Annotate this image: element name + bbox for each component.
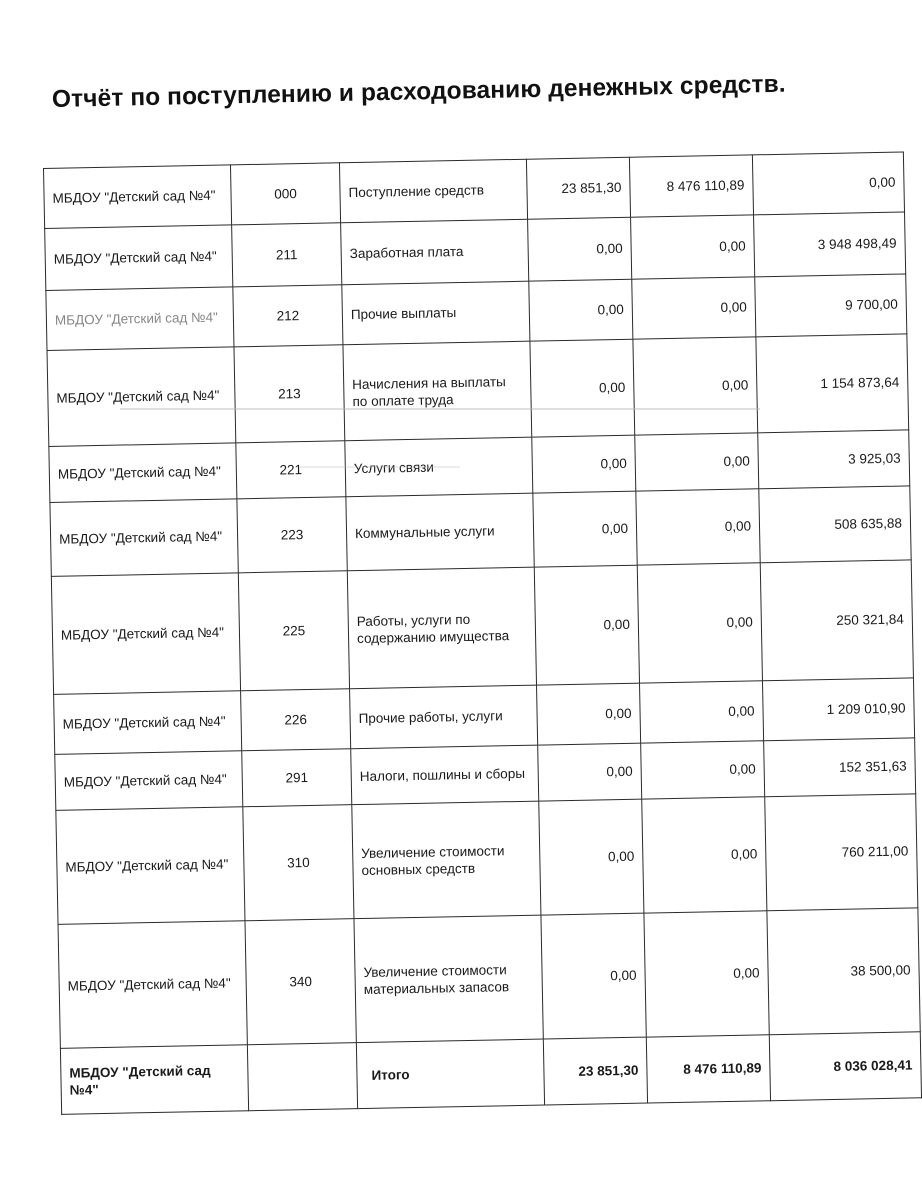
amount-cell-1: 0,00 (530, 339, 635, 437)
code-cell: 223 (237, 497, 347, 573)
code-cell: 225 (238, 571, 349, 691)
amount-cell-3: 3 925,03 (758, 430, 910, 489)
item-cell: Налоги, пошлины и сборы (351, 745, 539, 805)
org-cell: МБДОУ "Детский сад №4" (51, 573, 240, 695)
item-cell: Услуги связи (345, 437, 533, 497)
code-cell: 211 (232, 223, 342, 287)
amount-cell-3: 0,00 (752, 152, 904, 215)
amount-cell-2: 0,00 (642, 797, 767, 913)
table-row (47, 334, 909, 446)
amount-cell-2: 0,00 (637, 563, 762, 683)
amount-cell-1: 0,00 (539, 799, 644, 915)
item-cell: Работы, услуги по содержанию имущества (347, 567, 536, 689)
code-cell (247, 1043, 357, 1111)
amount-cell-1: 0,00 (541, 913, 646, 1039)
code-cell: 291 (242, 749, 352, 807)
item-cell: Увеличение стоимости материальных запасов (354, 915, 543, 1043)
total-amount-2: 8 476 110,89 (646, 1035, 770, 1103)
report-sheet (43, 151, 922, 1114)
amount-cell-3: 9 700,00 (755, 274, 907, 337)
org-cell: МБДОУ "Детский сад №4" (60, 1045, 248, 1115)
item-cell: Прочие выплаты (342, 281, 530, 345)
total-label: Итого (356, 1039, 544, 1109)
org-cell: МБДОУ "Детский сад №4" (45, 225, 233, 291)
amount-cell-2: 0,00 (636, 489, 760, 565)
amount-cell-3: 38 500,00 (767, 908, 920, 1035)
code-cell: 340 (245, 919, 356, 1045)
amount-cell-2: 8 476 110,89 (629, 155, 753, 217)
table-row (51, 560, 913, 694)
amount-cell-3: 250 321,84 (760, 560, 913, 681)
amount-cell-1: 0,00 (537, 683, 641, 745)
org-cell: МБДОУ "Детский сад №4" (46, 287, 234, 351)
amount-cell-3: 508 635,88 (759, 486, 911, 563)
scan-noise (120, 408, 760, 410)
amount-cell-2: 0,00 (632, 277, 756, 339)
code-cell: 221 (236, 441, 346, 499)
org-cell: МБДОУ "Детский сад №4" (55, 751, 243, 811)
code-cell: 000 (230, 163, 340, 225)
amount-cell-1: 0,00 (534, 565, 639, 685)
item-cell: Увеличение стоимости основных средств (352, 801, 541, 919)
amount-cell-1: 0,00 (532, 435, 636, 493)
item-cell: Начисления на выплаты по оплате труда (343, 341, 532, 441)
amount-cell-1: 0,00 (538, 743, 642, 801)
amount-cell-3: 1 209 010,90 (762, 678, 914, 741)
org-cell: МБДОУ "Детский сад №4" (50, 499, 238, 577)
code-cell: 213 (234, 345, 345, 443)
report-table (43, 151, 922, 1114)
org-cell: МБДОУ "Детский сад №4" (47, 347, 236, 447)
item-cell: Коммунальные услуги (346, 493, 534, 571)
amount-cell-3: 3 948 498,49 (754, 212, 906, 277)
amount-cell-2: 0,00 (644, 911, 769, 1037)
code-cell: 212 (233, 285, 343, 347)
amount-cell-2: 0,00 (641, 741, 765, 799)
amount-cell-3: 760 211,00 (765, 794, 918, 911)
code-cell: 226 (241, 689, 351, 751)
amount-cell-1: 0,00 (529, 279, 633, 341)
report-title: Отчёт по поступлению и расходованию денежных средств. (51, 70, 786, 113)
amount-cell-2: 0,00 (639, 681, 763, 743)
table-row (58, 908, 920, 1048)
amount-cell-2: 0,00 (635, 433, 759, 491)
scan-noise (300, 466, 460, 468)
amount-cell-2: 0,00 (633, 337, 758, 435)
code-cell: 310 (243, 805, 354, 921)
total-amount-1: 23 851,30 (543, 1037, 647, 1105)
org-cell: МБДОУ "Детский сад №4" (56, 807, 245, 925)
org-cell: МБДОУ "Детский сад №4" (44, 165, 232, 229)
item-cell: Поступление средств (339, 159, 527, 223)
org-cell: МБДОУ "Детский сад №4" (49, 443, 237, 503)
amount-cell-3: 1 154 873,64 (756, 334, 909, 433)
amount-cell-2: 0,00 (631, 215, 755, 279)
org-cell: МБДОУ "Детский сад №4" (54, 691, 242, 755)
item-cell: Прочие работы, услуги (350, 685, 538, 749)
org-cell: МБДОУ "Детский сад №4" (58, 921, 247, 1049)
table-row (56, 794, 918, 924)
amount-cell-1: 0,00 (533, 491, 637, 567)
amount-cell-1: 0,00 (528, 217, 632, 281)
total-amount-3: 8 036 028,41 (769, 1032, 921, 1101)
amount-cell-1: 23 851,30 (526, 157, 630, 219)
amount-cell-3: 152 351,63 (764, 738, 916, 797)
item-cell: Заработная плата (341, 219, 529, 285)
